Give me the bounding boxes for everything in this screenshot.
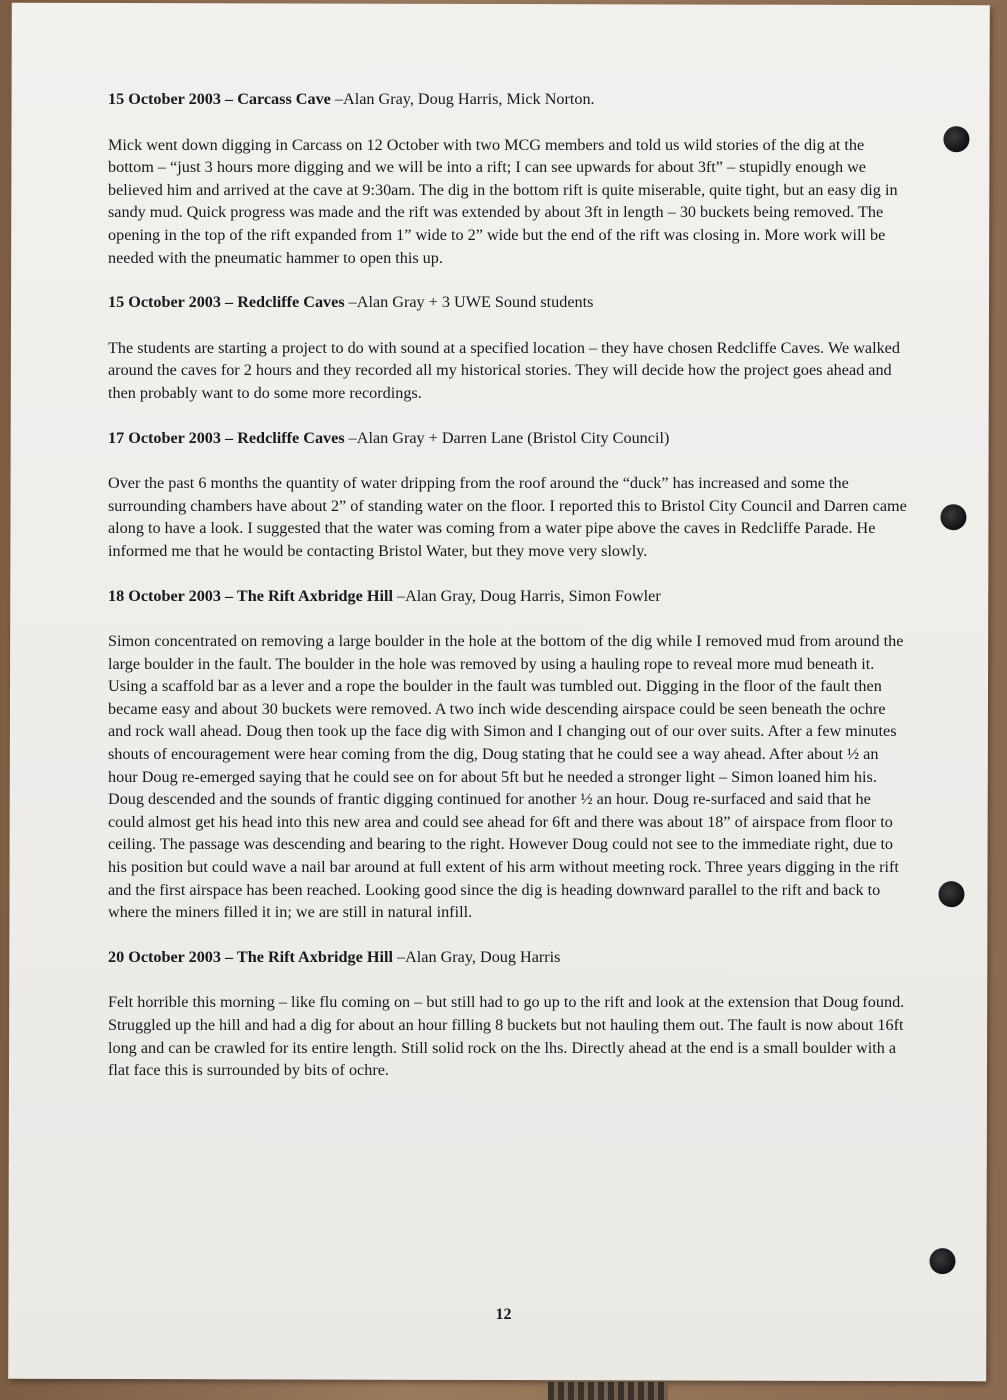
entry-people: –Alan Gray, Doug Harris, Mick Norton. (330, 90, 595, 108)
entry-heading (108, 946, 908, 969)
entry-text: Felt horrible this morning – like flu coming on – but still had to go up to the rift and look at the extension that Doug found. Struggled up the hill and had a dig for about an hour filling 8 buckets but not hauling them out. The fault is now about 16ft long and can be crawled for its entire length. Still solid rock on the lhs. Directly ahead at the end is a small boulder with a flat face this is surrounded by bits of ochre. (108, 993, 905, 1080)
entry-place: The Rift Axbridge Hill (236, 947, 393, 966)
entry-text: Simon concentrated on removing a large boulder in the hole at the bottom of the dig while I removed mud from around the large boulder in the fault. The boulder in the hole was removed by using a hauling rope to reveal more mud beneath it. Using a scaffold bar as a lever and a rope the boulder in the fault was tumbled out. Digging in the floor of the fault then became easy and about 30 buckets were removed. A two inch wide descending airspace could be seen beneath the ochre and rock wall ahead. Doug then took up the face dig with Simon and I changing out of our over suits. After a few minutes shouts of encouragement were hear coming from the dig, Doug stating that he could see a way ahead. After about ½ an hour Doug re-emerged saying that he could see on for about 5ft but he needed a stronger light – Simon loaned him his. Doug descended and the sounds of frantic digging continued for another ½ an hour. Doug re-surfaced and said that he could almost get his head into this new area and could see ahead for 6ft and there was about 18” of airspace from floor to ceiling. The passage was descending and bearing to the right. However Doug could not see to the immediate right, due to his position but could wave a nail bar around at full extent of his arm without meeting rock. Three years digging in the rift and the first airspace has been reached. Looking good since the dig is heading downward parallel to the rift and back to where the miners filled it in; we are still in natural infill. (108, 632, 904, 922)
entry-place: The Rift Axbridge Hill (236, 586, 393, 605)
entry-heading (108, 427, 908, 450)
entry-place: Redcliffe Caves (237, 428, 345, 447)
punch-hole (938, 881, 964, 907)
entry-text: Mick went down digging in Carcass on 12 October with two MCG members and told us wild stories of the dig at the bottom – “just 3 hours more digging and we will be into a rift; I can see upwards for about 3ft” – stupidly enough we believed him and arrived at the cave at 9:30am. The dig in the bottom rift is quite miserable, quite tight, but an easy dig in sandy mud. Quick progress was made and the rift was extended by about 3ft in length – 30 buckets being removed. The opening in the top of the rift expanded from 1” wide to 2” wide but the end of the rift was closing in. More work will be needed with the pneumatic hammer to open this up. (108, 135, 898, 267)
log-entry (108, 88, 908, 269)
punch-hole (940, 504, 966, 530)
entry-heading (108, 88, 908, 111)
background-label-strip (548, 1382, 668, 1400)
log-entry (108, 585, 908, 924)
punch-hole (943, 126, 969, 152)
entry-date: 20 October 2003 – (108, 947, 237, 966)
entry-date: 17 October 2003 – (108, 428, 238, 447)
punch-hole (929, 1248, 955, 1274)
entry-text: Over the past 6 months the quantity of water dripping from the roof around the “duck” has increased and some the surrounding chambers have about 2” of standing water on the floor. I reported this to Bristol City Council and Darren came along to have a look. I suggested that the water was coming from a water pipe above the caves in Redcliffe Parade. He informed me that he would be contacting Bristol Water, but they move very slowly. (108, 474, 907, 560)
entry-people: –Alan Gray, Doug Harris (392, 947, 561, 966)
entry-place: Carcass Cave (237, 90, 331, 108)
log-entry (108, 946, 908, 1082)
entry-people: –Alan Gray + Darren Lane (Bristol City Council) (344, 428, 670, 447)
entry-date: 15 October 2003 – (108, 90, 238, 108)
entry-date: 15 October 2003 – (108, 293, 238, 312)
log-entry (108, 291, 908, 404)
entry-heading (108, 585, 908, 608)
entry-date: 18 October 2003 – (108, 586, 237, 605)
entry-text: The students are starting a project to do with sound at a specified location – they have chosen Redcliffe Caves. We walked around the caves for 2 hours and they recorded all my historical stories. They will decide how the project goes ahead and then probably want to do some more recordings. (108, 338, 900, 402)
page-number: 12 (495, 1306, 512, 1323)
entry-heading (108, 291, 908, 314)
entry-people: –Alan Gray, Doug Harris, Simon Fowler (392, 586, 661, 605)
entry-people: –Alan Gray + 3 UWE Sound students (344, 293, 594, 312)
log-entry (108, 427, 908, 563)
log-entries (108, 88, 908, 1104)
entry-place: Redcliffe Caves (237, 293, 345, 312)
